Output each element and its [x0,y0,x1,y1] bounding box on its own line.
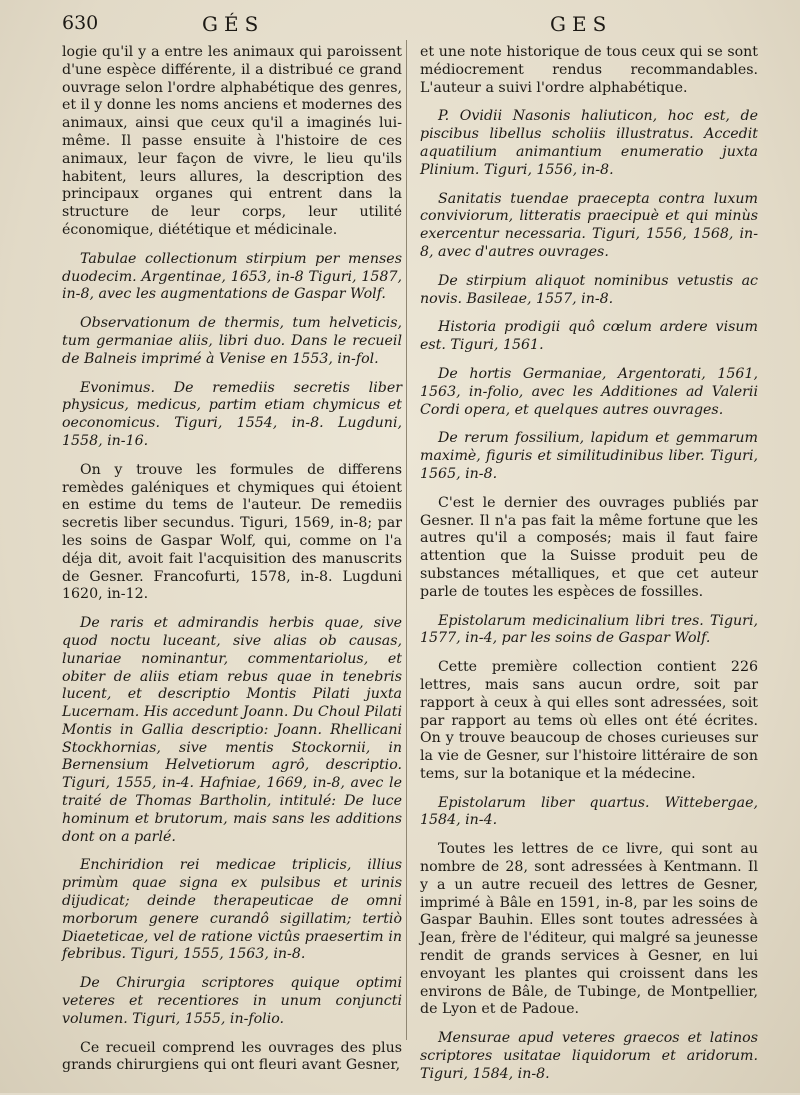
running-header [62,10,760,38]
bibliography-entry: Epistolarum liber quartus. Wittebergae, 1584, in-4. [420,794,758,829]
right-column [420,44,758,1095]
bibliography-entry: Observationum de thermis, tum helveticis, tum germaniae aliis, libri duo. Dans le recueil de Balneis imprimé à Venise en 1553, in-fol. [62,315,402,367]
right-running-title: GES [550,12,613,36]
left-running-title: GÉS [202,12,265,36]
bibliography-entry: Historia prodigii quô cœlum ardere visum est. Tiguri, 1561. [420,319,758,354]
bibliography-entry: Mensurae apud veteres graecos et latinos scriptores usitatae liquidorum et aridorum. Tiguri, 1584, in-8. [420,1030,758,1082]
bibliography-entry: Epistolarum medicinalium libri tres. Tiguri, 1577, in-4, par les soins de Gaspar Wolf. [420,612,758,647]
paragraph: logie qu'il y a entre les animaux qui paroissent d'une espèce différente, il a distribué ce grand ouvrage selon l'ordre alphabétique des genres, et il y donne les noms anciens et modernes des animaux, ainsi que ceux qu'il a imaginés lui-même. Il passe ensuite à l'histoire de ces animaux, leur façon de vivre, le lieu qu'ils habitent, leurs allures, la description des principaux organes qui entrent dans la structure de leur corps, leur utilité économique, diététique et médicinale. [62,44,402,238]
paragraph: Toutes les lettres de ce livre, qui sont au nombre de 28, sont adressées à Kentmann. Il y a un autre recueil des lettres de Gesner, imprimé à Bâle en 1591, in-8, par les soins de Gaspar Bauhin. Elles sont toutes adressées à Jean, frère de l'éditeur, qui malgré sa jeunesse rendit de grands services à Gesner, en lui envoyant les plantes qui croissent dans les environs de Bâle, de Tubinge, de Montpellier, de Lyon et de Padoue. [420,841,758,1018]
paragraph: et une note historique de tous ceux qui se sont médiocrement rendus recommandables. L'auteur a suivi l'ordre alphabétique. [420,44,758,96]
bibliography-entry: Tabulae collectionum stirpium per menses duodecim. Argentinae, 1653, in-8 Tiguri, 1587, in-8, avec les augmentations de Gaspar Wolf. [62,250,402,303]
paragraph: Ce recueil comprend les ouvrages des plus grands chirurgiens qui ont fleuri avant Gesner, [62,1039,402,1074]
paragraph: On y trouve les formules de differens remèdes galéniques et chymiques qui étoient en estime du tems de l'auteur. De remediis secretis liber secundus. Tiguri, 1569, in-8; par les soins de Gaspar Wolf, qui, comme on l'a déja dit, avoit fait l'acquisition des manuscrits de Gesner. Francofurti, 1578, in-8. Lugduni 1620, in-12. [62,461,402,603]
paragraph: C'est le dernier des ouvrages publiés par Gesner. Il n'a pas fait la même fortune que les autres qu'il a composés; mais il faut faire attention que la Suisse produit peu de substances métalliques, et que cet auteur parle de toutes les espèces de fossilles. [420,494,758,600]
paragraph: Cette première collection contient 226 lettres, mais sans aucun ordre, soit par rapport à ceux à qui elles sont adressées, soit par rapport au tems où elles ont été écrites. On y trouve beaucoup de choses curieuses sur la vie de Gesner, sur l'histoire littéraire de son tems, sur la botanique et la médecine. [420,659,758,782]
bibliography-entry: De raris et admirandis herbis quae, sive quod noctu luceant, sive alias ob causas, lunariae nominantur, commentariolus, et obiter de aliis etiam rebus quae in tenebris lucent, et descriptio Montis Pilati juxta Lucernam. His accedunt Joann. Du Choul Pilati Montis in Gallia descriptio: Joann. Rhellicani Stockhornias, sive mentis Stockornii, in Bernensium Helvetiorum agrô, descriptio. Tiguri, 1555, in-4. Hafniae, 1669, in-8, avec le traité de Thomas Bartholin, intitulé: De luce hominum et brutorum, mais sans les additions dont on a parlé. [62,615,402,845]
page-number: 630 [62,12,99,34]
left-column [62,44,402,1086]
column-divider [406,40,407,1040]
bibliography-entry: De hortis Germaniae, Argentorati, 1561, 1563, in-folio, avec les Additiones ad Valerii Cordi opera, et quelques autres ouvrages. [420,365,758,418]
bibliography-entry: P. Ovidii Nasonis haliuticon, hoc est, de piscibus libellus scholiis illustratus. Accedit aquatilium animantium enumeratio juxta Plinium. Tiguri, 1556, in-8. [420,108,758,178]
bibliography-entry: De rerum fossilium, lapidum et gemmarum maximè, figuris et similitudinibus liber. Tiguri, 1565, in-8. [420,430,758,482]
bibliography-entry: De stirpium aliquot nominibus vetustis ac novis. Basileae, 1557, in-8. [420,272,758,307]
bibliography-entry: De Chirurgia scriptores quique optimi veteres et recentiores in unum conjuncti volumen. Tiguri, 1555, in-folio. [62,975,402,1027]
bibliography-entry: Sanitatis tuendae praecepta contra luxum conviviorum, litteratis praecipuè et qui minùs exercentur necessaria. Tiguri, 1556, 1568, in-8, avec d'autres ouvrages. [420,190,758,260]
bibliography-entry: Evonimus. De remediis secretis liber physicus, medicus, partim etiam chymicus et oeconomicus. Tiguri, 1554, in-8. Lugduni, 1558, in-16. [62,379,402,449]
bibliography-entry: Enchiridion rei medicae triplicis, illius primùm quae signa ex pulsibus et urinis dijudicat; deinde therapeuticae de omni morborum genere curandô sigillatim; tertiò Diaeteticae, vel de ratione victûs praesertim in febribus. Tiguri, 1555, 1563, in-8. [62,857,402,963]
